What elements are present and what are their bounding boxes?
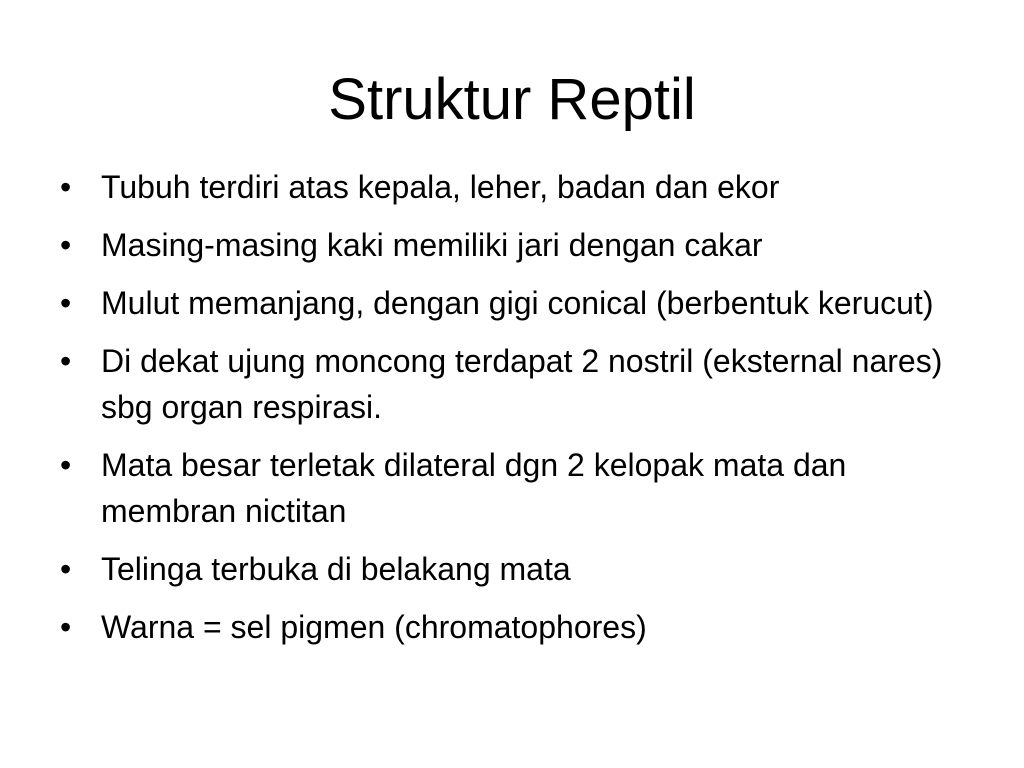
bullet-icon: • <box>60 551 72 587</box>
slide-title: Struktur Reptil <box>328 67 696 132</box>
bullet-item <box>60 338 980 430</box>
bullet-list <box>60 164 980 662</box>
bullet-item <box>60 546 980 592</box>
bullet-item <box>60 280 980 326</box>
bullet-item <box>60 164 980 210</box>
bullet-text: Masing-masing kaki memiliki jari dengan cakar <box>101 227 763 263</box>
bullet-item <box>60 442 980 534</box>
bullet-icon: • <box>60 285 72 321</box>
bullet-text: Di dekat ujung moncong terdapat 2 nostril (eksternal nares) sbg organ respirasi. <box>101 343 943 425</box>
bullet-text: Mata besar terletak dilateral dgn 2 kelopak mata dan membran nictitan <box>101 447 847 529</box>
bullet-icon: • <box>60 447 72 483</box>
bullet-text: Warna = sel pigmen (chromatophores) <box>101 609 647 645</box>
bullet-text: Tubuh terdiri atas kepala, leher, badan dan ekor <box>101 169 780 205</box>
bullet-icon: • <box>60 169 72 205</box>
bullet-icon: • <box>60 609 72 645</box>
bullet-text: Mulut memanjang, dengan gigi conical (berbentuk kerucut) <box>101 285 934 321</box>
bullet-icon: • <box>60 343 72 379</box>
bullet-text: Telinga terbuka di belakang mata <box>101 551 571 587</box>
bullet-item <box>60 604 980 650</box>
bullet-item <box>60 222 980 268</box>
bullet-icon: • <box>60 227 72 263</box>
